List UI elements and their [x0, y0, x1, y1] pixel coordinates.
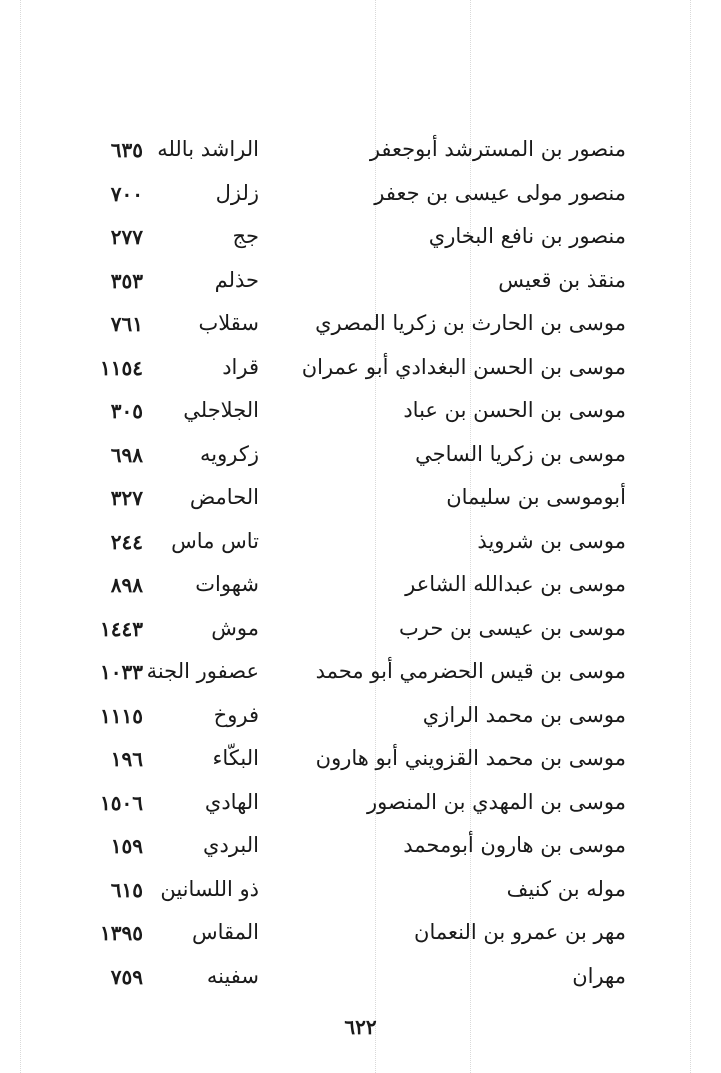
entry-nickname: زكرويه	[200, 441, 259, 466]
entry-nickname: عصفور الجنة	[146, 659, 259, 683]
entry-name: موسى بن قيس الحضرمي أبو محمد	[315, 659, 626, 683]
entry-name: منصور مولى عيسى بن جعفر	[374, 180, 626, 205]
index-entry	[0, 873, 721, 917]
entry-page-number: ٦٩٨	[110, 442, 143, 467]
entry-page-number: ١٠٣٣	[100, 660, 143, 684]
entry-name: منصور بن نافع البخاري	[428, 224, 626, 248]
entry-page-number: ١١١٥	[100, 703, 143, 728]
page-number: ٦٢٢	[344, 1015, 377, 1039]
index-entry	[0, 394, 721, 438]
entry-nickname: البكّاء	[212, 746, 259, 770]
entry-name: موسى بن عيسى بن حرب	[398, 615, 626, 640]
entry-name: موله بن كنيف	[506, 876, 626, 901]
index-entry	[0, 916, 721, 960]
entry-name: موسى بن زكريا الساجي	[415, 441, 626, 466]
entry-name: موسى بن الحارث بن زكريا المصري	[315, 311, 626, 335]
entry-page-number: ١٥٠٦	[100, 790, 143, 815]
entry-name: موسى بن عبدالله الشاعر	[405, 572, 626, 596]
entry-page-number: ٦١٥	[110, 877, 143, 902]
entry-name: موسى بن محمد الرازي	[422, 702, 626, 727]
index-entry	[0, 481, 721, 525]
entry-page-number: ١٣٩٥	[100, 921, 143, 945]
entry-name: أبوموسى بن سليمان	[446, 485, 626, 509]
entry-name: موسى بن الحسن بن عباد	[403, 398, 626, 422]
index-entry	[0, 699, 721, 743]
entry-nickname: موش	[211, 615, 259, 640]
entry-page-number: ٨٩٨	[110, 573, 143, 597]
index-entry	[0, 612, 721, 656]
entry-page-number: ٣٠٥	[110, 399, 143, 423]
index-entry	[0, 351, 721, 395]
index-entry	[0, 742, 721, 786]
entry-page-number: ١٤٤٣	[100, 616, 143, 641]
index-entry	[0, 220, 721, 264]
entry-nickname: حذلم	[214, 267, 259, 292]
entry-page-number: ٧٦١	[110, 312, 143, 336]
index-entry	[0, 960, 721, 1004]
index-entry	[0, 307, 721, 351]
entry-name: منقذ بن قعيس	[498, 267, 626, 292]
entry-nickname: قراد	[222, 354, 259, 379]
index-entry	[0, 568, 721, 612]
entry-nickname: ذو اللسانين	[160, 876, 259, 901]
entry-name: موسى بن الحسن البغدادي أبو عمران	[301, 354, 626, 379]
entry-nickname: الجلاجلي	[183, 398, 259, 422]
entry-nickname: سقلاب	[198, 311, 259, 335]
entry-nickname: شهوات	[195, 572, 259, 596]
index-entry	[0, 525, 721, 569]
entry-nickname: الراشد بالله	[157, 137, 259, 161]
entry-page-number: ١١٥٤	[100, 355, 143, 380]
entry-nickname: المقاس	[191, 920, 259, 944]
entry-page-number: ٧٠٠	[110, 181, 143, 206]
entry-nickname: جج	[232, 224, 259, 248]
entry-name: موسى بن شرويذ	[477, 528, 626, 553]
index-entry	[0, 264, 721, 308]
entry-page-number: ٢٧٧	[110, 225, 143, 249]
entry-page-number: ٦٣٥	[110, 138, 143, 162]
entry-page-number: ١٩٦	[110, 747, 143, 771]
entry-name: منصور بن المسترشد أبوجعفر	[369, 137, 626, 161]
entry-page-number: ٧٥٩	[110, 964, 143, 989]
entry-page-number: ٣٥٣	[110, 268, 143, 293]
entry-page-number: ١٥٩	[110, 834, 143, 858]
index-entry	[0, 786, 721, 830]
entry-name: موسى بن محمد القزويني أبو هارون	[315, 746, 626, 770]
entry-name: مهران	[572, 963, 626, 988]
index-entry	[0, 438, 721, 482]
entry-page-number: ٢٤٤	[110, 529, 143, 554]
index-entry	[0, 829, 721, 873]
entry-nickname: سفينه	[206, 963, 259, 988]
entry-nickname: فروخ	[213, 702, 259, 727]
entry-nickname: الحامض	[189, 485, 259, 509]
index-entry	[0, 655, 721, 699]
index-entry	[0, 133, 721, 177]
entry-name: موسى بن هارون أبومحمد	[403, 833, 626, 857]
nickname-index-list	[0, 133, 721, 1003]
entry-name: مهر بن عمرو بن النعمان	[414, 920, 626, 944]
entry-nickname: الهادي	[204, 789, 259, 814]
entry-nickname: زلزل	[215, 180, 259, 205]
entry-page-number: ٣٢٧	[110, 486, 143, 510]
entry-name: موسى بن المهدي بن المنصور	[367, 789, 626, 814]
index-entry	[0, 177, 721, 221]
entry-nickname: تاس ماس	[171, 528, 259, 553]
entry-nickname: البردي	[203, 833, 259, 857]
